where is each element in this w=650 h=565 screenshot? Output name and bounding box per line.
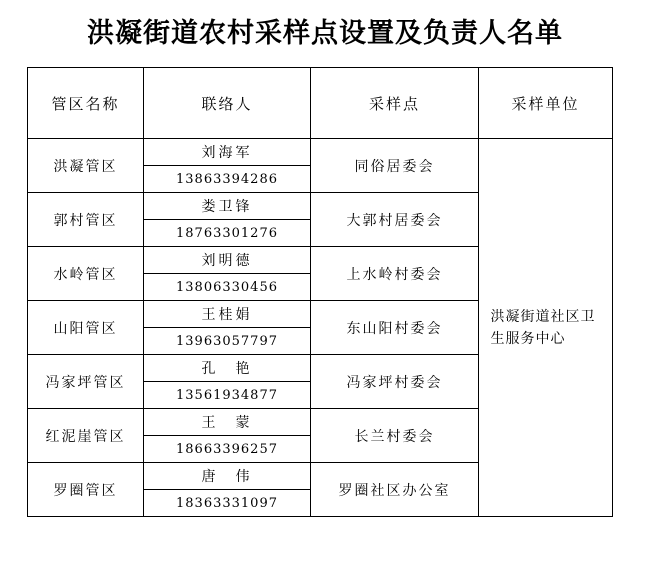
header-site: 采样点: [311, 68, 479, 139]
site-cell: 大郭村居委会: [311, 193, 479, 247]
district-cell: 冯家坪管区: [28, 355, 144, 409]
district-cell: 水岭管区: [28, 247, 144, 301]
contact-name-cell: 刘明德: [144, 247, 311, 274]
district-cell: 山阳管区: [28, 301, 144, 355]
district-cell: 罗圈管区: [28, 463, 144, 517]
site-cell: 长兰村委会: [311, 409, 479, 463]
phone-cell: 13863394286: [144, 166, 311, 193]
phone-cell: 13963057797: [144, 328, 311, 355]
phone-cell: 13561934877: [144, 382, 311, 409]
header-unit: 采样单位: [479, 68, 613, 139]
page-title: 洪凝街道农村采样点设置及负责人名单: [87, 18, 563, 49]
table-row: [28, 139, 613, 166]
header-contact: 联络人: [144, 68, 311, 139]
contact-name-cell: 刘海军: [144, 139, 311, 166]
contact-name-cell: 唐 伟: [144, 463, 311, 490]
contact-name-cell: 王 蒙: [144, 409, 311, 436]
contact-name-cell: 孔 艳: [144, 355, 311, 382]
table-header-row: [28, 68, 613, 139]
site-cell: 同俗居委会: [311, 139, 479, 193]
sampling-unit-text: 洪凝街道社区卫生服务中心: [490, 308, 596, 347]
phone-cell: 18763301276: [144, 220, 311, 247]
contact-name-cell: 王桂娟: [144, 301, 311, 328]
phone-cell: 18363331097: [144, 490, 311, 517]
district-cell: 郭村管区: [28, 193, 144, 247]
phone-cell: 13806330456: [144, 274, 311, 301]
site-cell: 东山阳村委会: [311, 301, 479, 355]
header-district: 管区名称: [28, 68, 144, 139]
sampling-unit-cell: [479, 139, 613, 517]
site-cell: 上水岭村委会: [311, 247, 479, 301]
contact-name-cell: 娄卫锋: [144, 193, 311, 220]
phone-cell: 18663396257: [144, 436, 311, 463]
site-cell: 冯家坪村委会: [311, 355, 479, 409]
district-cell: 红泥崖管区: [28, 409, 144, 463]
district-cell: 洪凝管区: [28, 139, 144, 193]
sampling-roster-table: [27, 67, 613, 517]
site-cell: 罗圈社区办公室: [311, 463, 479, 517]
